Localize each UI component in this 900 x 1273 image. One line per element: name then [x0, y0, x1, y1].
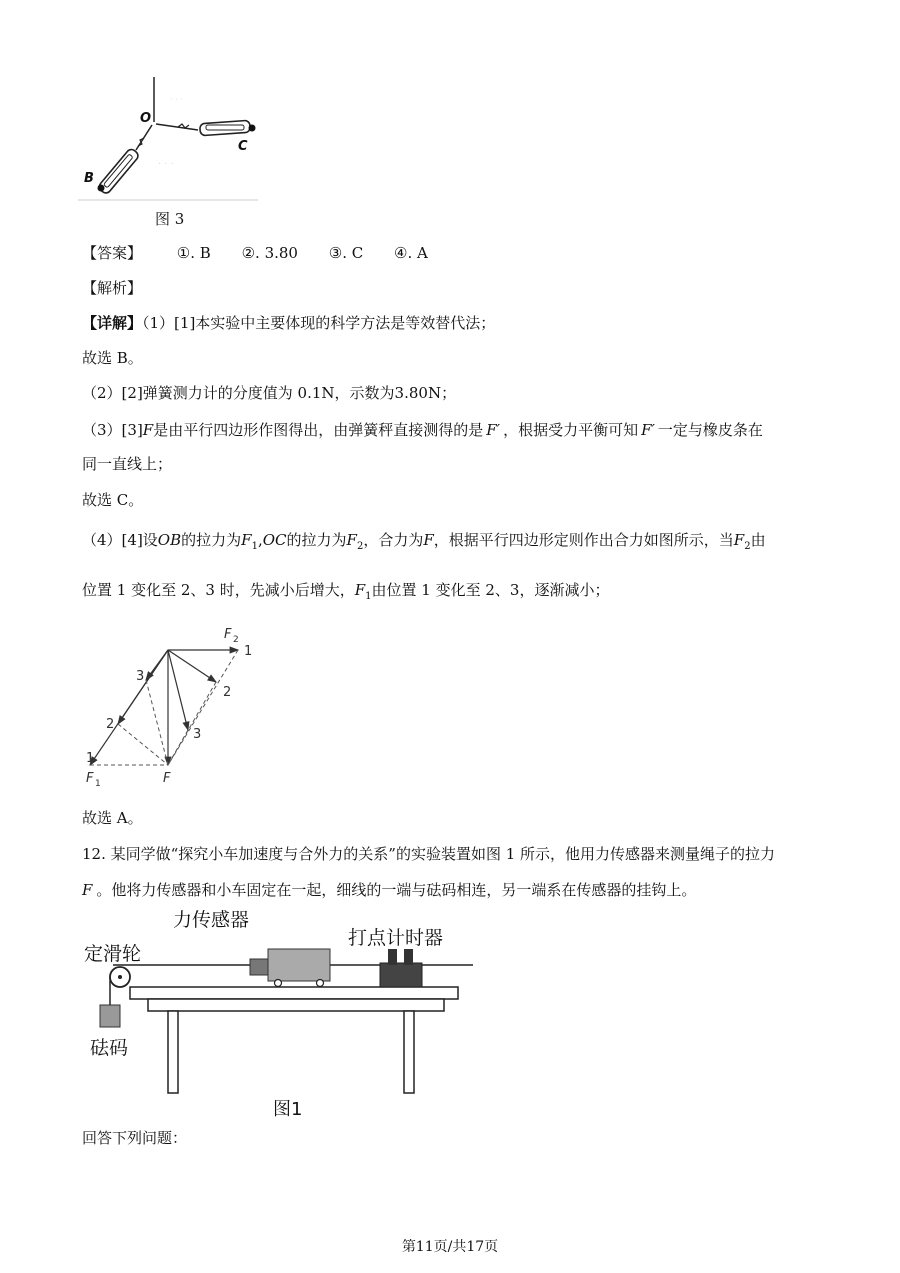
q3-text-b: 是由平行四边形作图得出，由弹簧秤直接测得的是 [153, 421, 484, 439]
weight-block [100, 1005, 120, 1027]
q12-line2-text: 。他将力传感器和小车固定在一起，细线的一端与砝码相连，另一端系在传感器的挂钩上。 [96, 881, 697, 899]
diagram-label-f1-sub: 1 [95, 779, 101, 789]
q12-f-symbol: F [82, 881, 93, 899]
detail-q1-choice: 故选 B。 [82, 349, 143, 367]
detail-tag: 【详解】 [82, 314, 143, 332]
diagram-label-f: F [163, 771, 171, 786]
answer-item-1: ①. B [176, 244, 211, 262]
q4-f-symbol: F [423, 531, 434, 549]
diagram-label-right-1: 1 [244, 644, 253, 659]
q3-prefix: （3）[3] [82, 421, 143, 439]
diagram-label-right-3: 3 [193, 727, 202, 742]
label-timer: 打点计时器 [348, 927, 444, 949]
q4-oc: OC [262, 531, 287, 549]
figure-3-drawing [78, 72, 268, 207]
q4-line2-a: 位置 1 变化至 2、3 时，先减小后增大， [82, 581, 355, 599]
question-12-line2 [82, 880, 696, 900]
page-footer: 第11页/共17页 [401, 1239, 499, 1255]
force-diagram-svg [78, 620, 278, 800]
force-sensor-block [250, 959, 268, 975]
detail-q3-line1 [82, 420, 763, 440]
q4-text-g: 由 [750, 531, 766, 549]
q4-f1-sub: 1 [251, 541, 258, 552]
answer-tag: 【答案】 [82, 244, 143, 262]
q4-text-f: ，根据平行四边形定则作出合力如图所示，当 [433, 531, 734, 549]
q3-text-c: ，根据受力平衡可知 [503, 421, 639, 439]
answer-item-3: ③. C [328, 244, 364, 262]
analysis-tag: 【解析】 [82, 279, 143, 297]
diagram-label-left-1: 1 [86, 751, 95, 766]
q4-prefix: （4）[4]设 [82, 531, 158, 549]
label-weight: 砝码 [90, 1037, 129, 1059]
diagram-label-left-2: 2 [106, 717, 115, 732]
force-diagram [78, 620, 278, 800]
label-force-sensor: 力传感器 [173, 909, 250, 931]
label-c: C [238, 139, 248, 154]
answer-line [82, 243, 428, 263]
detail-q4-line2 [82, 580, 609, 607]
label-o: O [140, 111, 152, 126]
q4-f1-symbol-b: F [354, 581, 366, 599]
diagram-label-left-3: 3 [136, 669, 145, 684]
q4-f2-symbol: F [346, 531, 357, 549]
q4-ob: OB [157, 531, 182, 549]
detail-q4-choice: 故选 A。 [82, 809, 143, 827]
diagram-label-right-2: 2 [223, 685, 232, 700]
q3-symbol-f: F [142, 421, 154, 439]
answer-item-2: ②. 3.80 [241, 244, 298, 262]
label-b: B [84, 171, 94, 186]
diagram-label-f2-sub: 2 [233, 635, 239, 645]
q4-text-b: 的拉力为 [181, 531, 242, 549]
timer-body [380, 963, 422, 987]
detail-q3-line2: 同一直线上； [82, 455, 173, 473]
question-12-line1: 12. 某同学做“探究小车加速度与合外力的关系”的实验装置如图 1 所示，他用力传感器来测量绳子的拉力 [82, 845, 776, 863]
q4-text-d: 的拉力为 [286, 531, 347, 549]
diagram-label-f1: F [86, 771, 94, 786]
detail-q1-text: （1）[1]本实验中主要体现的科学方法是等效替代法； [142, 314, 496, 332]
q3-text-d: 一定与橡皮条在 [657, 421, 763, 439]
q4-comma: , [257, 531, 263, 549]
detail-q4-line1 [82, 530, 766, 557]
figure-1-caption: 图1 [273, 1099, 303, 1120]
answer-item-4: ④. A [394, 244, 428, 262]
figure-3 [78, 72, 268, 207]
q4-text-e: ，合力为 [363, 531, 424, 549]
q4-f1-sub-b: 1 [365, 591, 372, 602]
q3-symbol-fprime: F′ [486, 421, 501, 439]
svg-text:· · ·: · · · [170, 95, 183, 104]
detail-q2: （2）[2]弹簧测力计的分度值为 0.1N，示数为3.80N； [82, 384, 457, 402]
q4-f2-sub-b: 2 [744, 541, 751, 552]
q4-f2-sub: 2 [356, 541, 364, 552]
diagram-label-f2: F [224, 627, 232, 642]
q4-f2-symbol-b: F [733, 531, 745, 549]
cart-body [268, 949, 330, 981]
detail-q3-choice: 故选 C。 [82, 491, 144, 509]
figure-3-caption: 图 3 [155, 210, 185, 228]
q4-line2-b: 由位置 1 变化至 2、3，逐渐减小； [371, 581, 610, 599]
label-pulley: 定滑轮 [84, 943, 142, 965]
q4-f1-symbol: F [241, 531, 252, 549]
detail-q1 [82, 313, 495, 333]
figure-1 [78, 905, 498, 1120]
svg-text:· · ·: · · · [158, 159, 174, 170]
prompt-answer-questions: 回答下列问题： [82, 1129, 188, 1147]
q3-symbol-fprime-2: F′ [641, 421, 655, 439]
